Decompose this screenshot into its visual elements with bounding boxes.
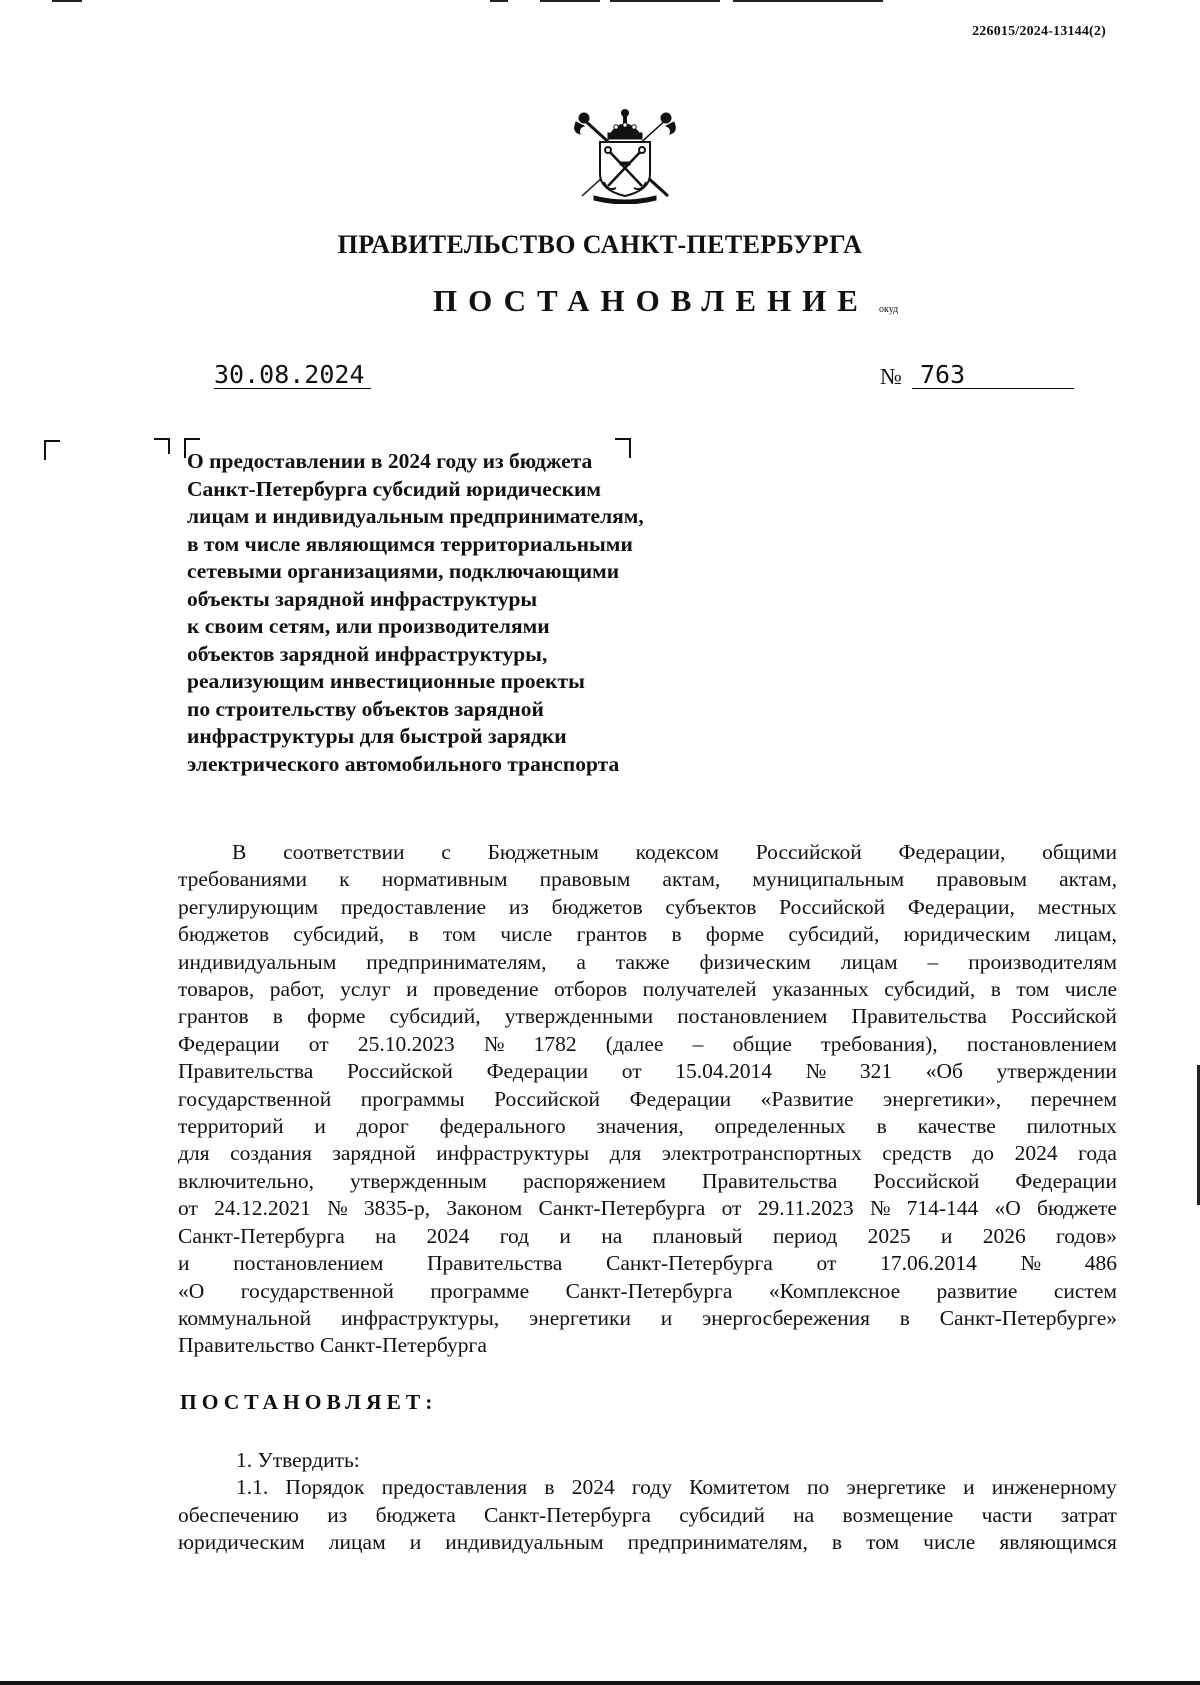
word: Бюджетным bbox=[487, 840, 599, 864]
word: № bbox=[483, 1031, 505, 1056]
word: утверждении bbox=[996, 1059, 1117, 1084]
word: возмещение bbox=[842, 1502, 954, 1527]
preamble-line bbox=[178, 894, 1117, 921]
subject-line: реализующим инвестиционные проекты bbox=[187, 669, 585, 693]
word: качестве bbox=[917, 1114, 996, 1139]
word: № bbox=[869, 1196, 891, 1221]
word: лицам, bbox=[1054, 922, 1117, 947]
word: включительно, bbox=[178, 1168, 314, 1193]
word: производителям bbox=[968, 949, 1117, 974]
word: индивидуальным bbox=[178, 949, 337, 974]
word: годов» bbox=[1055, 1223, 1117, 1248]
okud-label: окуд bbox=[879, 304, 899, 315]
word: перечнем bbox=[1030, 1086, 1117, 1111]
word: энергетике bbox=[846, 1475, 946, 1500]
document-subject bbox=[187, 448, 707, 778]
word: от bbox=[308, 1031, 329, 1056]
word: в bbox=[831, 1530, 843, 1555]
word: для bbox=[609, 1141, 642, 1166]
word: на bbox=[375, 1223, 397, 1248]
item-1-1-line bbox=[178, 1474, 1117, 1501]
preamble-line: Правительство Санкт-Петербурга bbox=[178, 1333, 487, 1358]
word: и bbox=[314, 1114, 326, 1139]
word: утвержденным bbox=[350, 1168, 487, 1193]
government-title: ПРАВИТЕЛЬСТВО САНКТ-ПЕТЕРБУРГА bbox=[337, 230, 863, 259]
word: средств bbox=[882, 1141, 952, 1166]
word: а bbox=[576, 949, 586, 974]
word: «О bbox=[178, 1278, 205, 1303]
word: юридическим bbox=[178, 1530, 305, 1555]
word: для bbox=[178, 1141, 210, 1166]
word: актам, bbox=[662, 867, 721, 892]
word: 2024 bbox=[571, 1475, 615, 1500]
word: Правительства bbox=[178, 1059, 314, 1084]
preamble-line bbox=[178, 1250, 1117, 1277]
word: Правительства bbox=[702, 1168, 838, 1193]
word: и bbox=[940, 1223, 953, 1248]
word: 2025 bbox=[867, 1223, 911, 1248]
word: Российской bbox=[873, 1168, 980, 1193]
preamble-line bbox=[178, 1003, 1117, 1030]
word: по bbox=[807, 1475, 830, 1500]
word: форме bbox=[705, 922, 765, 947]
word: Федерации bbox=[629, 1086, 732, 1111]
document-date: 30.08.2024 bbox=[214, 362, 371, 389]
word: – bbox=[927, 949, 939, 974]
word: федерального bbox=[439, 1114, 566, 1139]
preamble-line bbox=[178, 866, 1117, 893]
preamble-line bbox=[178, 1278, 1117, 1305]
word: в bbox=[408, 922, 419, 947]
word: 3835-р, bbox=[363, 1196, 431, 1221]
word: том bbox=[1016, 977, 1050, 1002]
word: Российской bbox=[779, 894, 886, 919]
subject-line: объекты зарядной инфраструктуры bbox=[187, 586, 538, 611]
word: требования), bbox=[821, 1031, 938, 1056]
subject-line: сетевыми организациями, подключающими bbox=[187, 559, 620, 583]
word: пилотных bbox=[1026, 1114, 1117, 1139]
word: году bbox=[631, 1475, 672, 1500]
word: и bbox=[963, 1475, 975, 1500]
word: и bbox=[409, 1530, 422, 1555]
word: кодексом bbox=[635, 840, 720, 864]
preamble-line bbox=[178, 1305, 1117, 1332]
word: в bbox=[990, 977, 1001, 1002]
word: форме bbox=[307, 1004, 366, 1029]
word: Федерации bbox=[178, 1031, 280, 1056]
preamble-line bbox=[178, 1086, 1117, 1113]
word: Российской bbox=[755, 840, 862, 864]
word: числе bbox=[500, 922, 553, 947]
subject-line: по строительству объектов зарядной bbox=[187, 696, 544, 721]
subject-line: инфраструктуры для быстрой зарядки bbox=[187, 724, 567, 748]
word: нормативным bbox=[381, 867, 508, 892]
word: товаров, bbox=[178, 977, 255, 1002]
corner-mark bbox=[44, 440, 60, 460]
word: «Об bbox=[925, 1059, 963, 1084]
word: из bbox=[508, 894, 529, 919]
word: грантов bbox=[178, 1004, 249, 1029]
subject-line: в том числе являющимся территориальными bbox=[187, 531, 633, 556]
document-number: 763 bbox=[912, 362, 1074, 389]
word: на bbox=[793, 1502, 815, 1527]
word: Федерации, bbox=[898, 840, 1006, 864]
word: обеспечению bbox=[178, 1502, 299, 1527]
word: предоставления bbox=[381, 1475, 528, 1500]
word: числе bbox=[923, 1530, 976, 1555]
word: в bbox=[671, 922, 682, 947]
word: в bbox=[899, 1305, 910, 1330]
word: и bbox=[559, 1223, 571, 1248]
word: программы bbox=[360, 1086, 465, 1111]
word: грантов bbox=[576, 922, 648, 947]
word: от bbox=[816, 1251, 837, 1276]
word: отборов bbox=[553, 977, 628, 1002]
registration-number: 226015/2024-13144(2) bbox=[972, 24, 1106, 39]
preamble-line bbox=[178, 1031, 1117, 1058]
word: числе bbox=[1064, 977, 1117, 1002]
scan-edge-top bbox=[0, 0, 1200, 3]
word: субъектов bbox=[665, 894, 757, 919]
word: 1782 bbox=[533, 1031, 577, 1056]
word: Санкт-Петербурга bbox=[538, 1196, 706, 1221]
item-1-1-line bbox=[178, 1529, 1117, 1556]
decree-items bbox=[178, 1447, 1117, 1557]
word: Санкт-Петербурге» bbox=[939, 1305, 1117, 1330]
word: коммунальной bbox=[178, 1305, 312, 1330]
word: 2026 bbox=[982, 1223, 1026, 1248]
word: являющимся bbox=[999, 1530, 1117, 1555]
word: Санкт-Петербурга bbox=[565, 1278, 733, 1303]
preamble-line bbox=[178, 1058, 1117, 1085]
word: субсидий, bbox=[788, 922, 880, 947]
document-type: ПОСТАНОВЛЕНИЕ bbox=[433, 283, 869, 318]
word: услуг bbox=[340, 977, 391, 1002]
word: от bbox=[721, 1196, 742, 1221]
word: получателей bbox=[642, 977, 757, 1002]
word: Санкт-Петербурга bbox=[484, 1502, 651, 1527]
word: развитие bbox=[936, 1278, 1018, 1303]
word: № bbox=[327, 1196, 348, 1221]
word: бюджета bbox=[375, 1502, 456, 1527]
word: 2024 bbox=[1014, 1141, 1058, 1166]
item-1-1-line bbox=[178, 1502, 1117, 1529]
word: Законом bbox=[446, 1196, 523, 1221]
word: общие bbox=[732, 1031, 792, 1056]
word: Правительства bbox=[426, 1251, 563, 1276]
word: постановлением bbox=[677, 1004, 828, 1029]
word: субсидий bbox=[679, 1502, 765, 1527]
word: Российской bbox=[346, 1059, 453, 1084]
word: территорий bbox=[178, 1114, 284, 1139]
subject-line: к своим сетям, или производителями bbox=[187, 614, 550, 638]
word: дорог bbox=[356, 1114, 409, 1139]
word: бюджетов bbox=[178, 922, 269, 947]
word: субсидий, bbox=[884, 977, 976, 1002]
scan-edge-bottom bbox=[0, 1681, 1200, 1685]
word: 15.04.2014 bbox=[675, 1059, 773, 1084]
word: и bbox=[178, 1251, 190, 1276]
item-1: 1. Утвердить: bbox=[236, 1448, 360, 1472]
word: «Развитие bbox=[760, 1086, 854, 1111]
number-sign: № bbox=[880, 364, 902, 389]
word: инфраструктуры bbox=[436, 1141, 590, 1166]
preamble-line bbox=[178, 1223, 1117, 1250]
word: и bbox=[660, 1305, 673, 1330]
word: № bbox=[805, 1059, 827, 1084]
preamble-line bbox=[178, 1195, 1117, 1222]
word: в bbox=[272, 1004, 283, 1029]
word: утвержденными bbox=[504, 1004, 654, 1029]
word: систем bbox=[1053, 1278, 1117, 1303]
word: 25.10.2023 bbox=[357, 1031, 455, 1056]
word: государственной bbox=[240, 1278, 394, 1303]
word: части bbox=[981, 1502, 1033, 1527]
word: юридическим bbox=[903, 922, 1031, 947]
word: с bbox=[441, 840, 451, 864]
word: период bbox=[772, 1223, 838, 1248]
preamble-line bbox=[178, 839, 1117, 866]
word: Комитетом bbox=[689, 1475, 790, 1500]
word: субсидий, bbox=[293, 922, 385, 947]
word: от bbox=[621, 1059, 642, 1084]
word: том bbox=[442, 922, 476, 947]
word: Санкт-Петербурга bbox=[605, 1251, 773, 1276]
word: Правительства bbox=[851, 1004, 987, 1029]
word: индивидуальным bbox=[445, 1530, 604, 1555]
word: постановлением bbox=[233, 1251, 384, 1276]
word: субсидий, bbox=[389, 1004, 481, 1029]
word: 17.06.2014 bbox=[880, 1251, 977, 1276]
word: распоряжением bbox=[522, 1168, 666, 1193]
word: инфраструктуры, bbox=[340, 1305, 500, 1330]
preamble bbox=[178, 839, 1117, 1360]
word: «О bbox=[994, 1196, 1021, 1221]
word: энергетики», bbox=[883, 1086, 1002, 1111]
word: инженерному bbox=[991, 1475, 1117, 1500]
word: № bbox=[1020, 1251, 1042, 1276]
word: программе bbox=[430, 1278, 530, 1303]
word: бюджетов bbox=[551, 894, 643, 919]
word: от bbox=[178, 1196, 198, 1221]
word: Федерации bbox=[1015, 1168, 1117, 1193]
word: энергетики bbox=[529, 1305, 631, 1330]
word: предоставление bbox=[340, 894, 487, 919]
corner-mark bbox=[154, 438, 170, 454]
word: 1.1. bbox=[236, 1475, 269, 1500]
word: В bbox=[232, 840, 247, 864]
subject-line: объектов зарядной инфраструктуры, bbox=[187, 641, 548, 666]
word: 2024 bbox=[426, 1223, 470, 1248]
word: государственной bbox=[178, 1086, 332, 1111]
word: Федерации bbox=[486, 1059, 589, 1084]
word: общими bbox=[1042, 840, 1117, 864]
word: также bbox=[615, 949, 670, 974]
word: физическим bbox=[699, 949, 811, 974]
word: Санкт-Петербурга bbox=[178, 1223, 345, 1248]
subject-line: О предоставлении в 2024 году из бюджета bbox=[187, 449, 593, 473]
preamble-line bbox=[178, 1168, 1117, 1195]
word: – bbox=[692, 1031, 704, 1056]
word: правовым bbox=[936, 867, 1027, 892]
word: лицам bbox=[328, 1530, 386, 1555]
word: до bbox=[972, 1141, 995, 1166]
preamble-line bbox=[178, 976, 1117, 1003]
word: предпринимателям, bbox=[366, 949, 547, 974]
word: на bbox=[601, 1223, 623, 1248]
word: регулирующим bbox=[178, 894, 319, 919]
word: затрат bbox=[1060, 1502, 1117, 1527]
preamble-line bbox=[178, 1113, 1117, 1140]
word: Порядок bbox=[285, 1475, 365, 1500]
subject-line: Санкт-Петербурга субсидий юридическим bbox=[187, 476, 601, 501]
preamble-line bbox=[178, 921, 1117, 948]
word: и bbox=[406, 977, 418, 1002]
word: 29.11.2023 bbox=[757, 1196, 854, 1221]
word: лицам bbox=[840, 949, 898, 974]
word: муниципальным bbox=[752, 867, 905, 892]
word: года bbox=[1078, 1141, 1117, 1166]
saint-petersburg-coat-of-arms-icon bbox=[572, 104, 678, 204]
word: из bbox=[327, 1502, 348, 1527]
word: к bbox=[339, 867, 350, 892]
word: работ, bbox=[269, 977, 325, 1002]
word: 24.12.2021 bbox=[214, 1196, 311, 1221]
word: «Комплексное bbox=[768, 1278, 901, 1303]
word: 714-144 bbox=[906, 1196, 979, 1221]
word: Федерации, bbox=[907, 894, 1015, 919]
word: 321 bbox=[859, 1059, 893, 1084]
word: постановлением bbox=[966, 1031, 1117, 1056]
word: актам, bbox=[1059, 867, 1117, 892]
word: местных bbox=[1037, 894, 1117, 919]
word: энергосбережения bbox=[702, 1305, 870, 1330]
word: проведение bbox=[433, 977, 539, 1002]
word: (далее bbox=[605, 1031, 664, 1056]
word: 486 bbox=[1084, 1251, 1117, 1276]
word: Российской bbox=[494, 1086, 601, 1111]
subject-line: лицам и индивидуальным предпринимателям, bbox=[187, 504, 644, 528]
word: в bbox=[544, 1475, 555, 1500]
word: электротранспортных bbox=[661, 1141, 862, 1166]
word: Российской bbox=[1010, 1004, 1117, 1029]
word: указанных bbox=[772, 977, 869, 1002]
preamble-line bbox=[178, 1140, 1117, 1167]
word: значения, bbox=[596, 1114, 684, 1139]
subject-line: электрического автомобильного транспорта bbox=[187, 751, 620, 776]
word: правовым bbox=[539, 867, 631, 892]
preamble-line bbox=[178, 949, 1117, 976]
word: соответствии bbox=[283, 840, 405, 864]
word: год bbox=[499, 1223, 530, 1248]
word: требованиями bbox=[178, 867, 308, 892]
word: в bbox=[876, 1114, 887, 1139]
word: определенных bbox=[714, 1114, 846, 1139]
word: том bbox=[866, 1530, 900, 1555]
word: создания bbox=[230, 1141, 312, 1166]
word: предпринимателям, bbox=[627, 1530, 808, 1555]
word: зарядной bbox=[332, 1141, 416, 1166]
word: бюджете bbox=[1037, 1196, 1117, 1221]
decree-word: ПОСТАНОВЛЯЕТ: bbox=[180, 1390, 438, 1414]
word: плановый bbox=[652, 1223, 743, 1248]
